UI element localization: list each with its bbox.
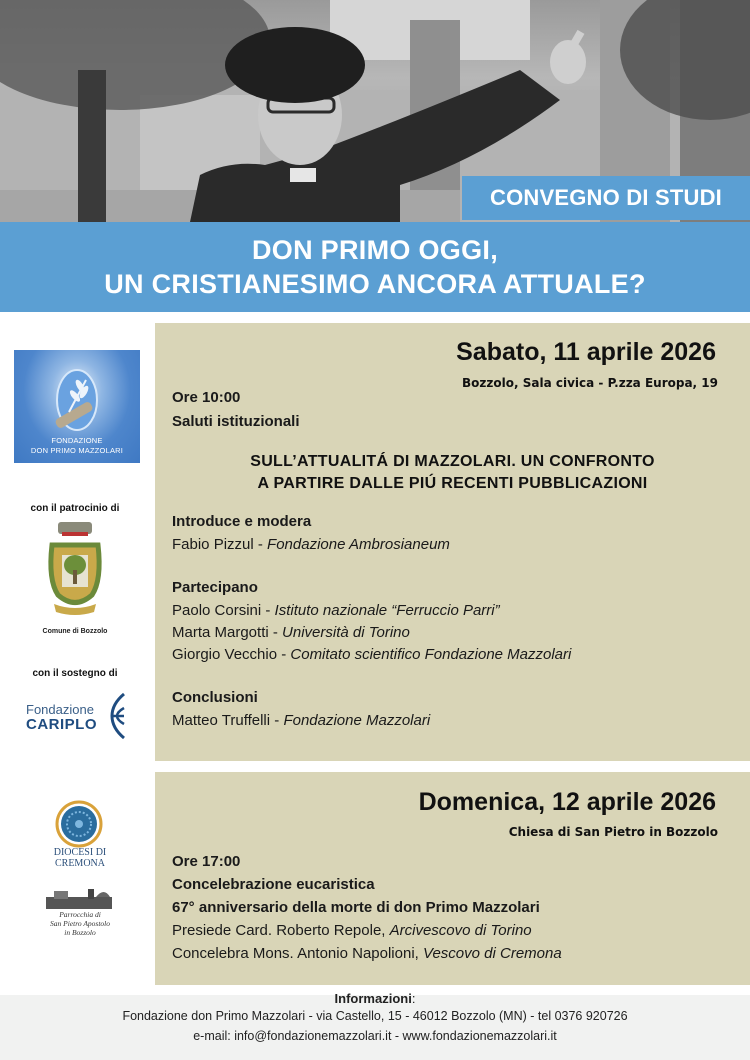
speaker-name: Giorgio Vecchio - xyxy=(172,646,291,663)
day2-anniversary: 67° anniversario della morte di don Primo Mazzolari xyxy=(172,899,540,916)
speaker-name: Paolo Corsini - xyxy=(172,602,275,619)
speaker-name: Marta Margotti - xyxy=(172,624,283,641)
fondazione-mazzolari-logo xyxy=(14,350,140,463)
event-type-badge xyxy=(462,176,750,220)
speaker-affiliation: Istituto nazionale “Ferruccio Parri” xyxy=(274,602,500,619)
presider-role: Arcivescovo di Torino xyxy=(389,922,532,939)
day2-date: Domenica, 12 aprile 2026 xyxy=(418,788,716,816)
day2-program-panel xyxy=(155,772,750,985)
day2-time: Ore 17:00 xyxy=(172,853,241,870)
footer-heading-text: Informazioni xyxy=(334,991,412,1006)
day1-date: Sabato, 11 aprile 2026 xyxy=(456,338,716,366)
speaker-row xyxy=(172,624,410,641)
day1-session-title-line-2: A PARTIRE DALLE PIÚ RECENTI PUBBLICAZIONI xyxy=(257,475,648,492)
fondazione-cariplo-logo xyxy=(24,692,134,740)
footer-address: Fondazione don Primo Mazzolari - via Castello, 15 - 46012 Bozzolo (MN) - tel 0376 920726 xyxy=(122,1009,628,1023)
speaker-affiliation: Comitato scientifico Fondazione Mazzolari xyxy=(290,646,572,663)
day1-program-panel xyxy=(155,323,750,761)
cariplo-line-1: Fondazione xyxy=(26,702,94,717)
speaker-row xyxy=(172,712,430,729)
day1-time: Ore 10:00 xyxy=(172,389,241,406)
fondazione-logo-line-2: DON PRIMO MAZZOLARI xyxy=(30,446,124,455)
cariplo-line-2: CARIPLO xyxy=(26,716,97,733)
concelebrant-name: Concelebra Mons. Antonio Napolioni, xyxy=(172,945,423,962)
speaker-affiliation: Università di Torino xyxy=(282,624,410,641)
comune-di-bozzolo-caption: Comune di Bozzolo xyxy=(42,628,108,635)
main-title-line-1: DON PRIMO OGGI, xyxy=(251,235,498,265)
diocese-rosette-icon xyxy=(49,799,109,849)
event-type-label: CONVEGNO DI STUDI xyxy=(490,185,722,210)
footer-contacts: e-mail: info@fondazionemazzolari.it - www.fondazionemazzolari.it xyxy=(193,1029,557,1043)
speaker-affiliation: Fondazione Ambrosianeum xyxy=(267,536,450,553)
day2-presider xyxy=(172,922,532,939)
speaker-name: Fabio Pizzul - xyxy=(172,536,268,553)
hero-photo xyxy=(0,0,750,222)
main-title-band xyxy=(0,222,750,312)
fondazione-logo-line-1: FONDAZIONE xyxy=(51,436,103,445)
section-heading-moderator: Introduce e modera xyxy=(172,513,312,530)
diocese-line-1: DIOCESI DI xyxy=(53,847,107,858)
cariplo-logo-icon xyxy=(108,692,128,740)
church-drawing-icon xyxy=(44,887,114,909)
diocese-line-2: CREMONA xyxy=(54,858,105,869)
day1-opening: Saluti istituzionali xyxy=(172,413,300,430)
day1-venue: Bozzolo, Sala civica - P.zza Europa, 19 xyxy=(462,376,718,390)
footer-heading-colon: : xyxy=(411,991,416,1006)
day2-venue: Chiesa di San Pietro in Bozzolo xyxy=(508,825,718,839)
support-label: con il sostegno di xyxy=(32,668,118,679)
coat-of-arms-icon xyxy=(40,520,110,620)
parish-line-2: San Pietro Apostolo xyxy=(50,919,110,928)
day2-concelebrant xyxy=(172,945,562,962)
concelebrant-role: Vescovo di Cremona xyxy=(423,945,562,962)
speaker-name: Matteo Truffelli - xyxy=(172,712,284,729)
info-footer xyxy=(0,991,750,1060)
diocesi-di-cremona-logo xyxy=(40,847,120,869)
speaker-row xyxy=(172,646,571,663)
patronage-label: con il patrocinio di xyxy=(30,503,120,514)
section-heading-participants: Partecipano xyxy=(172,579,258,596)
day2-event: Concelebrazione eucaristica xyxy=(172,876,375,893)
main-title-line-2: UN CRISTIANESIMO ANCORA ATTUALE? xyxy=(104,269,646,299)
section-heading-conclusions: Conclusioni xyxy=(172,689,258,706)
parish-line-3: in Bozzolo xyxy=(64,928,96,937)
day1-session-title-line-1: SULL’ATTUALITÁ DI MAZZOLARI. UN CONFRONTO xyxy=(250,453,655,470)
footer-heading xyxy=(0,991,750,1006)
presider-name: Presiede Card. Roberto Repole, xyxy=(172,922,390,939)
speaker-affiliation: Fondazione Mazzolari xyxy=(283,712,431,729)
parrocchia-san-pietro-logo xyxy=(30,910,130,937)
speaker-row xyxy=(172,602,500,619)
parish-line-1: Parrocchia di xyxy=(59,910,101,919)
speaker-row xyxy=(172,536,450,553)
